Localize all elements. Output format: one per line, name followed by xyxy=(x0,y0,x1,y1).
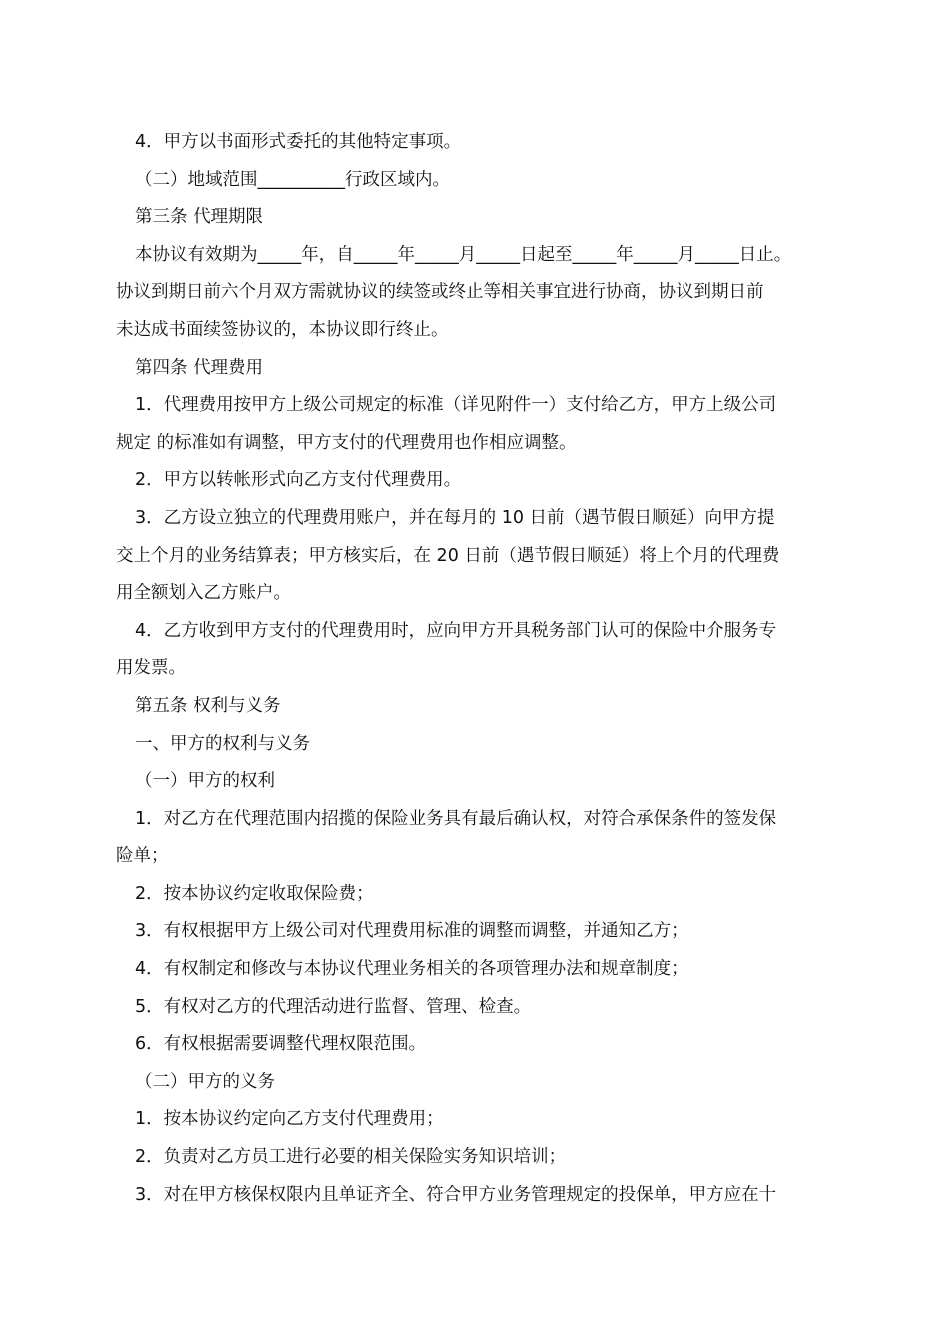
paragraph-line: 未达成书面续签协议的，本协议即行终止。 xyxy=(116,319,449,340)
clause-line: 4．有权制定和修改与本协议代理业务相关的各项管理办法和规章制度； xyxy=(135,959,689,980)
clause-line: 3．对在甲方核保权限内且单证齐全、符合甲方业务管理规定的投保单，甲方应在十 xyxy=(135,1184,777,1205)
article-heading: 第三条 代理期限 xyxy=(135,207,264,228)
paragraph-line: 用全额划入乙方账户。 xyxy=(116,583,291,604)
clause-line: 2．负责对乙方员工进行必要的相关保险实务知识培训； xyxy=(135,1147,567,1168)
section-heading: 一、甲方的权利与义务 xyxy=(135,733,310,754)
clause-line: 6．有权根据需要调整代理权限范围。 xyxy=(135,1034,427,1055)
subsection-heading: （一）甲方的权利 xyxy=(135,771,275,792)
article-heading: 第五条 权利与义务 xyxy=(135,695,281,716)
paragraph-line: 规定 的标准如有调整，甲方支付的代理费用也作相应调整。 xyxy=(116,432,577,453)
clause-line: （二）地域范围__________行政区域内。 xyxy=(135,169,450,190)
clause-line: 4．甲方以书面形式委托的其他特定事项。 xyxy=(135,132,462,152)
clause-line: 4．乙方收到甲方支付的代理费用时，应向甲方开具税务部门认可的保险中介服务专 xyxy=(135,620,777,641)
clause-line: 2．按本协议约定收取保险费； xyxy=(135,883,374,904)
clause-line: 5．有权对乙方的代理活动进行监督、管理、检查。 xyxy=(135,996,532,1017)
paragraph-line: 协议到期日前六个月双方需就协议的续签或终止等相关事宜进行协商，协议到期日前 xyxy=(116,282,764,303)
document-body xyxy=(116,124,836,1214)
paragraph-line: 险单； xyxy=(116,846,169,867)
paragraph-line: 本协议有效期为_____年，自_____年_____月_____日起至_____年_____月_____日止。 xyxy=(135,244,792,265)
paragraph-line: 交上个月的业务结算表；甲方核实后，在 20 日前（遇节假日顺延）将上个月的代理费 xyxy=(116,545,780,566)
clause-line: 1．对乙方在代理范围内招揽的保险业务具有最后确认权，对符合承保条件的签发保 xyxy=(135,808,777,829)
subsection-heading: （二）甲方的义务 xyxy=(135,1071,275,1092)
clause-line: 1．按本协议约定向乙方支付代理费用； xyxy=(135,1109,444,1130)
clause-line: 2．甲方以转帐形式向乙方支付代理费用。 xyxy=(135,470,462,491)
paragraph-line: 用发票。 xyxy=(116,658,186,679)
article-heading: 第四条 代理费用 xyxy=(135,357,264,378)
clause-line: 3．有权根据甲方上级公司对代理费用标准的调整而调整，并通知乙方； xyxy=(135,921,689,942)
clause-line: 3．乙方设立独立的代理费用账户，并在每月的 10 日前（遇节假日顺延）向甲方提 xyxy=(135,507,775,528)
clause-line: 1．代理费用按甲方上级公司规定的标准（详见附件一）支付给乙方，甲方上级公司 xyxy=(135,395,777,416)
